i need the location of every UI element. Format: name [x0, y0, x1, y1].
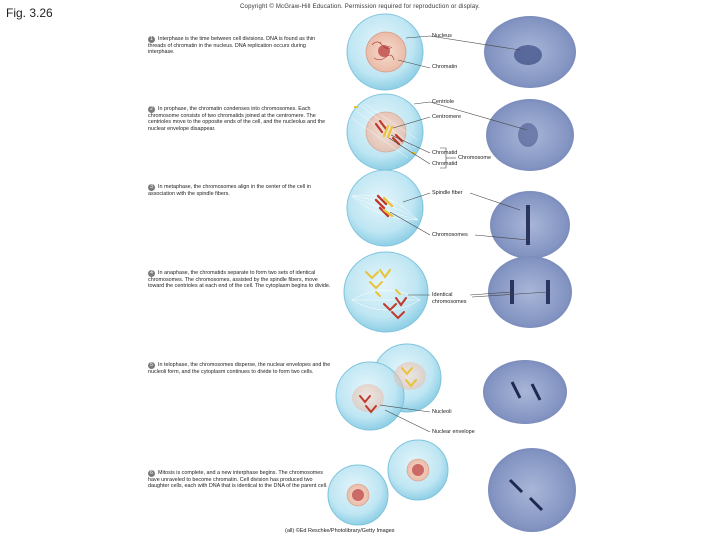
callout-chromosome: Chromosome	[458, 155, 492, 161]
callout-identical-chromosomes	[432, 292, 467, 305]
callout-chromatid: Chromatid	[432, 150, 458, 156]
callout-chromosomes: Chromosomes	[432, 232, 468, 238]
step-description: In anaphase, the chromatids separate to form two sets of identical chromosomes. The chromosomes, assisted by the spindle fibers, move toward the centrioles at each end of the cell. The cytoplasm begins to divide.	[148, 270, 331, 290]
step-description: In prophase, the chromatin condenses into chromosomes. Each chromosome consists of two chromatids joined at the centromere. The centrioles move to the opposite ends of the cell, and the nucleolus and the nuclear envelope disappear.	[148, 106, 326, 132]
metaphase-cell	[347, 170, 423, 246]
step-number-badge: 4	[148, 270, 155, 277]
interphase-cell	[347, 14, 423, 90]
anaphase-cell	[344, 252, 428, 332]
telophase-cell	[336, 344, 441, 430]
callout-chromatid: Chromatid	[432, 161, 458, 167]
callout-chromatin: Chromatin	[432, 64, 458, 70]
step-number-badge: 6	[148, 470, 155, 477]
micrograph-daughter-cells	[488, 448, 576, 532]
figure-label: Fig. 3.26	[6, 6, 53, 20]
callout-nuclear-envelope: Nuclear envelope	[432, 429, 475, 435]
step-number-badge: 2	[148, 106, 155, 113]
callout-identical-line2: chromosomes	[432, 298, 467, 305]
micrograph-telophase	[483, 360, 567, 424]
step-description: In metaphase, the chromosomes align in the center of the cell in association with the spindle fibers.	[148, 184, 311, 197]
micrograph-interphase	[484, 16, 576, 88]
step-number-badge: 5	[148, 362, 155, 369]
step-description: In telophase, the chromosomes disperse, the nuclear envelopes and the nucleoli form, and the cytoplasm continues to divide to form two cells.	[148, 362, 331, 375]
micrograph-anaphase	[488, 256, 572, 328]
step-number-badge: 3	[148, 184, 155, 191]
callout-centriole: Centriole	[432, 99, 455, 105]
callout-identical-line1: Identical	[432, 292, 453, 298]
callout-nucleus: Nucleus	[432, 33, 452, 39]
step-description: Mitosis is complete, and a new interphase begins. The chromosomes have unraveled to become chromatin. Cell division has produced two daughter cells, each with DNA that is identical to the DNA of the parent cell.	[148, 470, 328, 490]
micrograph-metaphase	[490, 191, 570, 259]
copyright-notice: Copyright © McGraw-Hill Education. Permission required for reproduction or display.	[240, 4, 480, 10]
daughter-cells	[328, 440, 448, 525]
prophase-cell	[347, 94, 423, 170]
step-description: Interphase is the time between cell divisions. DNA is found as thin threads of chromatin in the nucleus. DNA replication occurs during interphase.	[148, 36, 316, 56]
callout-spindle-fiber: Spindle fiber	[432, 190, 463, 196]
callout-centromere: Centromere	[432, 114, 462, 120]
callout-nucleoli: Nucleoli	[432, 409, 452, 415]
image-credit: (all) ©Ed Reschke/Photolibrary/Getty Images	[285, 528, 395, 534]
micrograph-prophase	[486, 99, 574, 171]
step-number-badge: 1	[148, 36, 155, 43]
